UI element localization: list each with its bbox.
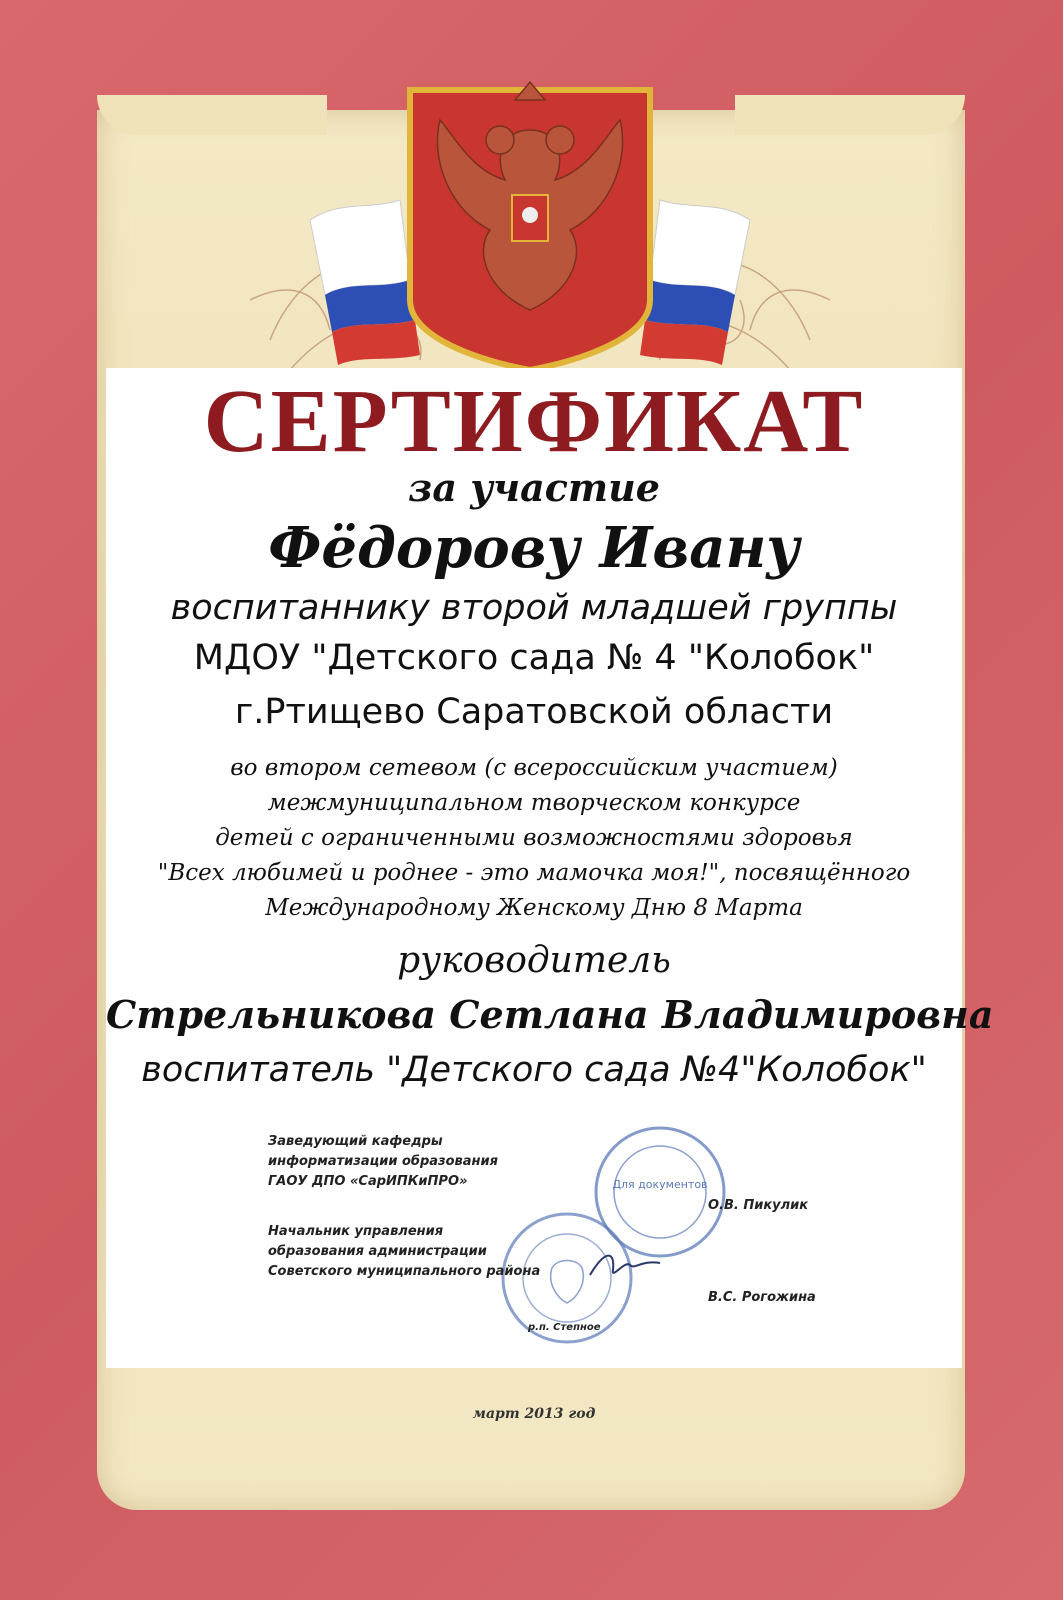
signatory-line: Заведующий кафедры	[268, 1134, 443, 1149]
signatory-line: образования администрации	[268, 1244, 487, 1259]
issue-date: март 2013 год	[472, 1406, 596, 1422]
leader-name: Стрельникова Сетлана Владимировна	[106, 992, 994, 1037]
signatory-name-1: О.В. Пикулик	[708, 1198, 809, 1213]
signatory-line: информатизации образования	[268, 1154, 498, 1169]
recipient-organization: МДОУ "Детского сада № 4 "Колобок"	[193, 638, 875, 678]
recipient-city: г.Ртищево Саратовской области	[234, 692, 834, 732]
signatory-title-2	[268, 1222, 548, 1282]
handwritten-signature-icon	[585, 1245, 665, 1285]
signatory-line: Начальник управления	[268, 1224, 444, 1239]
certificate-subtitle: за участие	[408, 465, 660, 510]
parchment-scroll-left	[97, 95, 327, 135]
stamp-text: Для документов	[612, 1178, 708, 1191]
description-line: "Всех любимей и роднее - это мамочка моя!", посвящённого	[157, 860, 911, 886]
description-line: межмуниципальном творческом конкурсе	[267, 790, 801, 816]
description-line: во втором сетевом (с всероссийским участием)	[230, 755, 838, 781]
parchment-scroll-right	[735, 95, 965, 135]
description-line: Международному Женскому Дню 8 Марта	[265, 895, 803, 921]
leader-position: воспитатель "Детского сада №4"Колобок"	[141, 1050, 927, 1090]
signatory-title-1	[268, 1132, 528, 1192]
recipient-name: Фёдорову Ивану	[268, 515, 800, 581]
signatory-line: Советского муниципального района	[268, 1264, 541, 1279]
russian-coat-of-arms-icon	[300, 70, 760, 380]
leader-label: руководитель	[397, 940, 671, 981]
certificate-title: СЕРТИФИКАТ	[203, 372, 865, 471]
recipient-role: воспитаннику второй младшей группы	[170, 588, 898, 628]
signatory-name-2: В.С. Рогожина	[708, 1290, 816, 1305]
signatory-line: ГАОУ ДПО «СарИПКиПРО»	[268, 1174, 468, 1189]
stamp-caption: р.п. Степное	[528, 1322, 601, 1333]
description-line: детей с ограниченными возможностями здоровья	[215, 825, 853, 851]
